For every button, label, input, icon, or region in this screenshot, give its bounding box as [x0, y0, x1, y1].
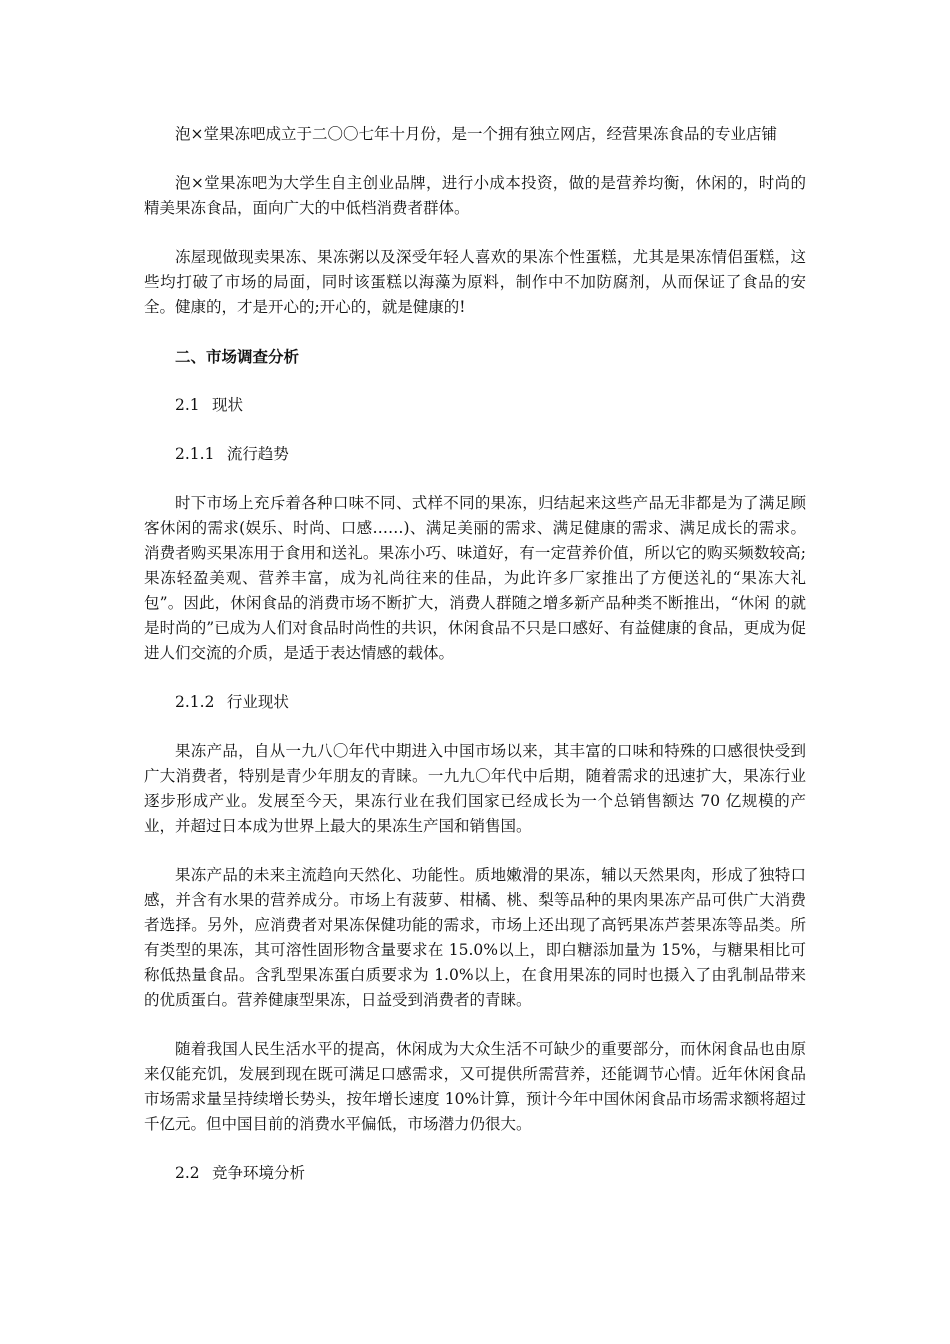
intro-paragraph-1: 泡×堂果冻吧成立于二〇〇七年十月份，是一个拥有独立网店，经营果冻食品的专业店铺 — [175, 125, 777, 143]
subsection-2-1 — [144, 393, 806, 418]
subsection-title: 竞争环境分析 — [212, 1164, 306, 1182]
subsection-2-2 — [144, 1161, 806, 1186]
intro-paragraph-2: 泡×堂果冻吧为大学生自主创业品牌，进行小成本投资，做的是营养均衡，休闲的，时尚的精美果冻食品，面向广大的中低档消费者群体。 — [144, 174, 806, 217]
subsection-number: 2.1.1 — [175, 445, 215, 463]
subsection-title: 流行趋势 — [226, 445, 289, 463]
industry-paragraph-3: 随着我国人民生活水平的提高，休闲成为大众生活不可缺少的重要部分，而休闲食品也由原来仅能充饥，发展到现在既可满足口感需求，又可提供所需营养，还能调节心情。近年休闲食品市场需求量呈持续增长势头，按年增长速度 10%计算，预计今年中国休闲食品市场需求额将超过千亿元。但中国目前的消费水平偏低，市场潜力仍很大。 — [144, 1040, 806, 1133]
subsection-number: 2.2 — [175, 1164, 200, 1182]
document-body — [144, 122, 806, 1210]
subsection-title: 行业现状 — [226, 693, 289, 711]
section-heading-market-analysis: 二、市场调查分析 — [175, 347, 300, 366]
intro-paragraph-3: 冻屋现做现卖果冻、果冻粥以及深受年轻人喜欢的果冻个性蛋糕，尤其是果冻情侣蛋糕，这些均打破了市场的局面，同时该蛋糕以海藻为原料，制作中不加防腐剂，从而保证了食品的安全。健康的，才是开心的;开心的，就是健康的! — [144, 248, 806, 316]
subsection-2-1-2 — [144, 690, 806, 715]
industry-paragraph-2: 果冻产品的未来主流趋向天然化、功能性。质地嫩滑的果冻，辅以天然果肉，形成了独特口感，并含有水果的营养成分。市场上有菠萝、柑橘、桃、梨等品种的果肉果冻产品可供广大消费者选择。另外，应消费者对果冻保健功能的需求，市场上还出现了高钙果冻芦荟果冻等品类。所有类型的果冻，其可溶性固形物含量要求在 15.0%以上，即白糖添加量为 15%，与糖果相比可称低热量食品。含乳型果冻蛋白质要求为 1.0%以上，在食用果冻的同时也摄入了由乳制品带来的优质蛋白。营养健康型果冻，日益受到消费者的青睐。 — [144, 866, 806, 1009]
industry-paragraph-1: 果冻产品，自从一九八〇年代中期进入中国市场以来，其丰富的口味和特殊的口感很快受到广大消费者，特别是青少年朋友的青睐。一九九〇年代中后期，随着需求的迅速扩大，果冻行业逐步形成产业。发展至今天，果冻行业在我们国家已经成长为一个总销售额达 70 亿规模的产业，并超过日本成为世界上最大的果冻生产国和销售国。 — [144, 742, 806, 835]
subsection-title: 现状 — [212, 396, 244, 414]
subsection-2-1-1 — [144, 442, 806, 467]
subsection-number: 2.1 — [175, 396, 200, 414]
subsection-number: 2.1.2 — [175, 693, 215, 711]
trend-paragraph: 时下市场上充斥着各种口味不同、式样不同的果冻，归结起来这些产品无非都是为了满足顾客休闲的需求(娱乐、时尚、口感……)、满足美丽的需求、满足健康的需求、满足成长的需求。消费者购买果冻用于食用和送礼。果冻小巧、味道好，有一定营养价值，所以它的购买频数较高;果冻轻盈美观、营养丰富，成为礼尚往来的佳品，为此许多厂家推出了方便送礼的“果冻大礼包”。因此，休闲食品的消费市场不断扩大，消费人群随之增多新产品种类不断推出，“休闲 的就是时尚的”已成为人们对食品时尚性的共识，休闲食品不只是口感好、有益健康的食品，更成为促进人们交流的介质，是适于表达情感的载体。 — [144, 494, 806, 662]
